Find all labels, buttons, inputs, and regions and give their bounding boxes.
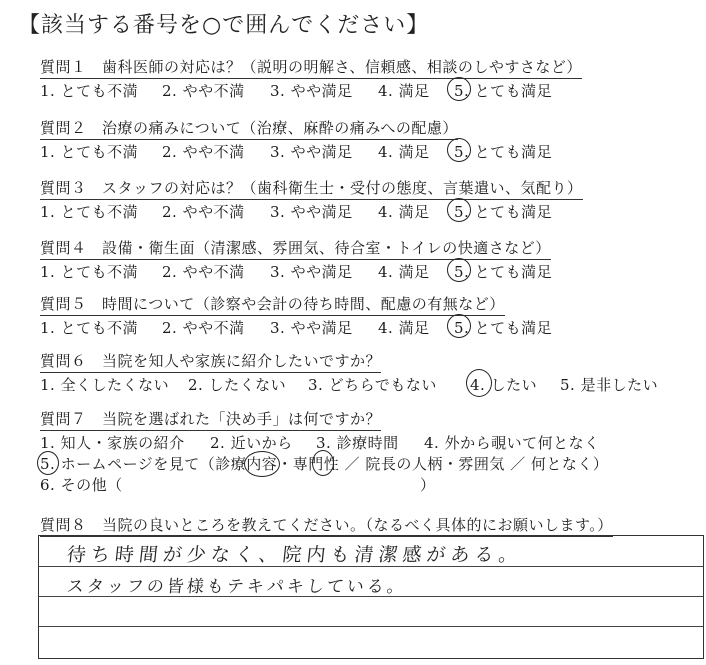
option-5[interactable]: 5. とても満足 [454,263,553,281]
option-2[interactable]: 2. やや不満 [162,319,245,337]
option-3[interactable]: 3. どちらでもない [308,376,437,394]
option-1[interactable]: 1. とても不満 [40,143,139,161]
option-2[interactable]: 2. やや不満 [162,143,245,161]
question-4-title: 質問４ 設備・衛生面（清潔感、雰囲気、待合室・トイレの快適さなど） [40,237,551,260]
selected-answer-circle [447,198,471,222]
question-1-title: 質問１ 歯科医師の対応は？（説明の明解さ、信頼感、相談のしやすさなど） [40,56,582,79]
question-2 [40,117,553,161]
question-3 [40,177,583,221]
option-4[interactable]: 4. 満足 [378,263,430,281]
option-2[interactable]: 2. やや不満 [162,82,245,100]
option-1[interactable]: 1. とても不満 [40,263,139,281]
option-5[interactable]: 5. とても満足 [454,203,553,221]
circled-word-mon [312,450,334,476]
option-4[interactable]: 4. 満足 [378,82,430,100]
option-6[interactable]: 6. その他（ [40,476,123,494]
selected-answer-circle [447,138,471,162]
selected-answer-circle [466,369,492,397]
option-3[interactable]: 3. やや満足 [270,319,353,337]
question-6-options [40,374,659,394]
option-5[interactable]: 5. とても満足 [454,82,553,100]
question-3-title: 質問３ スタッフの対応は？（歯科衛生士・受付の態度、言葉遣い、気配り） [40,177,583,200]
option-4[interactable]: 4. 満足 [378,203,430,221]
option-1[interactable]: 1. とても不満 [40,203,139,221]
option-3[interactable]: 3. やや満足 [270,82,353,100]
question-6-title: 質問６ 当院を知人や家族に紹介したいですか？ [40,350,381,373]
question-4-options [40,261,551,281]
option-3[interactable]: 3. やや満足 [270,203,353,221]
option-3[interactable]: 3. やや満足 [270,143,353,161]
option-4[interactable]: 4. 満足 [378,143,430,161]
option-2[interactable]: 2. したくない [188,376,287,394]
option-3[interactable]: 3. やや満足 [270,263,353,281]
question-5-options [40,317,553,337]
selected-answer-circle [447,77,471,101]
question-7-title: 質問７ 当院を選ばれた「決め手」は何ですか？ [40,408,381,431]
selected-answer-circle [447,258,471,282]
question-5 [40,293,553,337]
option-2[interactable]: 2. やや不満 [162,203,245,221]
option-1[interactable]: 1. とても不満 [40,319,139,337]
answer-line [39,626,703,627]
question-8-title: 質問８ 当院の良いところを教えてください。（なるべく具体的にお願いします。） [40,514,613,537]
option-4[interactable]: 4. したい [470,376,538,394]
option-3[interactable]: 3. 診療時間 [316,434,399,452]
question-6 [40,350,659,394]
question-7-options-line2 [40,453,609,473]
question-5-title: 質問５ 時間について（診察や会計の待ち時間、配慮の有無など） [40,293,505,316]
question-2-options [40,141,553,161]
option-5[interactable]: 5. 是非したい [560,376,659,394]
selected-answer-circle [447,314,471,338]
question-8 [40,514,613,537]
option-5[interactable]: 5. とても満足 [454,319,553,337]
option-1[interactable]: 1. 知人・家族の紹介 [40,434,185,452]
question-7-options-line1 [40,432,600,452]
question-3-options [40,201,583,221]
option-5[interactable]: 5. ホームページを見て（診療内容・専門性 ／ 院長の人柄・雰囲気 ／ 何となく） [40,455,609,473]
question-1-options [40,80,582,100]
question-7 [40,408,609,494]
question-7-options-line3 [40,474,436,494]
option-2[interactable]: 2. 近いから [210,434,293,452]
option-4[interactable]: 4. 満足 [378,319,430,337]
free-answer-box[interactable] [38,535,704,659]
question-2-title: 質問２ 治療の痛みについて（治療、麻酔の痛みへの配慮） [40,117,458,140]
handwritten-answer-2: スタッフの皆様もテキパキしている。 [65,577,408,597]
selected-answer-circle [37,451,59,475]
question-1 [40,56,582,100]
option-4[interactable]: 4. 外から覗いて何となく [424,434,600,452]
option-1[interactable]: 1. 全くしたくない [40,376,170,394]
form-header: 【該当する番号を○で囲んでください】 [18,13,430,38]
question-4 [40,237,551,281]
handwritten-answer-1: 待ち時間が少なく、院内も清潔感がある。 [65,544,524,566]
option-1[interactable]: 1. とても不満 [40,82,139,100]
option-5[interactable]: 5. とても満足 [454,143,553,161]
option-6-close-paren: ） [420,476,436,494]
option-2[interactable]: 2. やや不満 [162,263,245,281]
